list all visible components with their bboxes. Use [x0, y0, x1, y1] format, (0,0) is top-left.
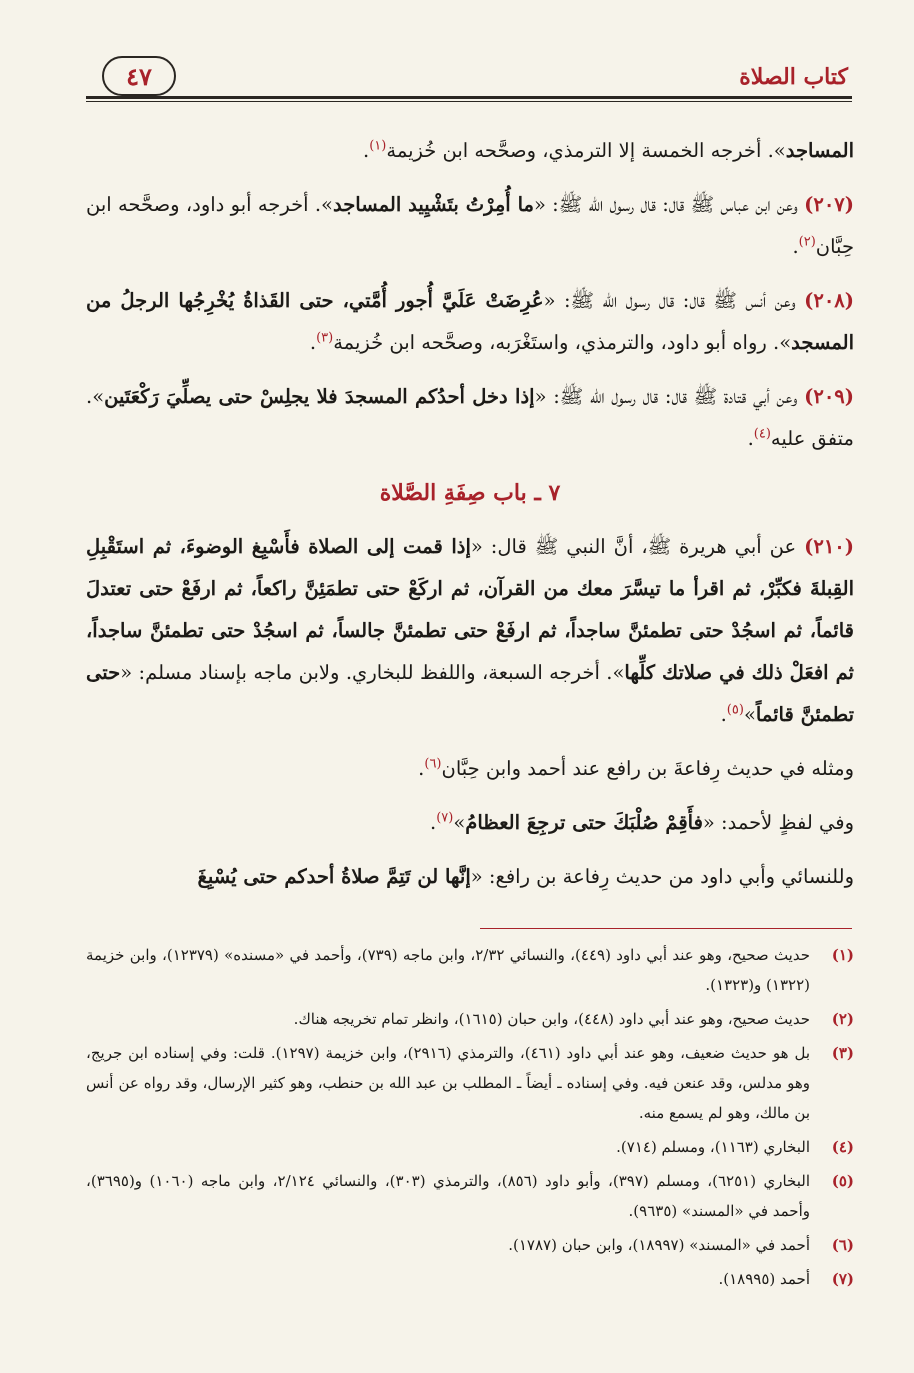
footnote-reference: (٤) — [753, 426, 771, 442]
footnote-number: (٤) — [831, 1138, 854, 1156]
hadith-text: حتى تطمئنَّ قائماً — [86, 661, 854, 726]
footnote-text: بل هو حديث ضعيف، وهو عند أبي داود (٤٦١)، والترمذي (٢٩١٦)، وابن خزيمة (١٢٩٧). قلت: وفي إسناده ابن جريج، وهو مدلس، وقد عنعن فيه. وفي إسناده ـ أيضاً ـ المطلب بن عبد الله بن حنطب، وهو كثير الإرسال، وقد رواه عن أنس بن مالك، وهو لم يسمع منه. — [86, 1044, 811, 1122]
footnote — [86, 1230, 854, 1260]
hadith-text: عُرِضَتْ عَلَيَّ أُجور أُمَّتي، حتى القَذاةُ يُخْرِجُها الرجلُ من المسجد — [86, 289, 854, 354]
paragraph-tail: . — [429, 811, 437, 834]
hadith-text: إذا دخل أحدُكم المسجدَ فلا يجلِسْ حتى يصلِّيَ رَكْعَتَين — [104, 385, 535, 408]
footnote-number: (١) — [831, 946, 854, 964]
paragraph-tail: . — [309, 331, 317, 354]
paragraph-tail: . — [747, 427, 754, 450]
footnote-number: (٦) — [831, 1236, 854, 1254]
footnote-reference: (٧) — [436, 810, 454, 826]
hadith-paragraph — [86, 280, 854, 364]
footnote — [86, 1038, 854, 1128]
footnote-text: حديث صحيح، وهو عند أبي داود (٤٤٨)، وابن حبان (١٦١٥)، وانظر تمام تخريجه هناك. — [293, 1010, 810, 1028]
hadith-text: فأَقِمْ صُلْبَكَ حتى ترجِعَ العظامُ — [465, 811, 703, 834]
footnote-reference: (٥) — [726, 702, 744, 718]
footnote — [86, 1132, 854, 1162]
hadith-paragraph — [86, 856, 854, 898]
paragraph-lead: وعن ابن عباس ﷺ قال: قال رسول الله ﷺ: « — [533, 193, 805, 216]
paragraph-tail: . — [418, 757, 425, 780]
hadith-number: (٢٠٧) — [804, 193, 854, 216]
page-number: ٤٧ — [126, 61, 152, 91]
footnote-reference: (١) — [369, 138, 387, 154]
footnote-text: أحمد في «المسند» (١٨٩٩٧)، وابن حبان (١٧٨٧). — [508, 1236, 810, 1254]
paragraph-text: » — [453, 811, 466, 834]
hadith-number: (٢٠٨) — [804, 289, 854, 312]
footnote — [86, 1004, 854, 1034]
hadith-paragraph — [86, 748, 854, 790]
hadith-paragraph — [86, 376, 854, 460]
footnote — [86, 940, 854, 1000]
paragraph-tail: . — [792, 235, 799, 258]
footnote-number: (٣) — [831, 1044, 854, 1062]
paragraph-lead: وعن أبي قتادة ﷺ قال: قال رسول الله ﷺ: « — [534, 385, 805, 408]
footnote-number: (٥) — [831, 1172, 854, 1190]
paragraph-lead: وفي لفظٍ لأحمد: « — [702, 811, 854, 834]
hadith-paragraph — [86, 526, 854, 736]
hadith-paragraph — [86, 130, 854, 172]
footnote-number: (٢) — [831, 1010, 854, 1028]
footnote-text: البخاري (٦٢٥١)، ومسلم (٣٩٧)، وأبو داود (٨٥٦)، والترمذي (٣٠٣)، والنسائي ٢/١٢٤، وابن ماجه (١٠٦٠) و(٣٦٩٥)، وأحمد في «المسند» (٩٦٣٥). — [86, 1172, 811, 1220]
footnote-number: (٧) — [831, 1270, 854, 1288]
hadith-text: إنَّها لن تَتِمَّ صلاةُ أحدكم حتى يُسْبِغَ — [197, 865, 471, 888]
hadith-paragraph — [86, 184, 854, 268]
header-rule — [86, 96, 852, 99]
footnote-reference: (٢) — [798, 234, 816, 250]
paragraph-lead: وعن أنس ﷺ قال: قال رسول الله ﷺ: « — [543, 289, 805, 312]
main-text — [86, 130, 854, 910]
hadith-number: (٢٠٩) — [804, 385, 854, 408]
paragraph-tail: . — [363, 139, 370, 162]
paragraph-text: ». أخرجه الخمسة إلا الترمذي، وصحَّحه ابن خُزيمة — [386, 139, 786, 162]
hadith-paragraph — [86, 802, 854, 844]
paragraph-text: » — [743, 703, 756, 726]
book-title: كتاب الصلاة — [739, 64, 848, 90]
paragraph-tail: . — [720, 703, 727, 726]
footnote-text: أحمد (١٨٩٩٥). — [718, 1270, 810, 1288]
footnote-separator — [480, 928, 852, 929]
paragraph-text: ». متفق عليه — [86, 385, 854, 450]
footnote-text: حديث صحيح، وهو عند أبي داود (٤٤٩)، والنسائي ٢/٣٢، وابن ماجه (٧٣٩)، وأحمد في «مسنده» (١٢٣٧٩)، وابن خزيمة (١٣٢٢) و(١٣٢٣). — [86, 946, 810, 994]
hadith-number: (٢١٠) — [804, 535, 854, 558]
paragraph-text: ». رواه أبو داود، والترمذي، واستَغْرَبه، وصحَّحه ابن خُزيمة — [333, 331, 792, 354]
paragraph-text: ». أخرجه السبعة، واللفظ للبخاري. ولابن ماجه بإسناد مسلم: « — [120, 661, 625, 684]
footnote — [86, 1264, 854, 1294]
paragraph-lead: عن أبي هريرة ﷺ، أنَّ النبي ﷺ قال: « — [470, 535, 805, 558]
paragraph-lead: وللنسائي وأبي داود من حديث رِفاعة بن رافع: « — [470, 865, 854, 888]
paragraph-lead: ومثله في حديث رِفاعةَ بن رافع عند أحمد وابن حِبَّان — [441, 757, 854, 780]
hadith-text: المساجد — [785, 139, 854, 162]
paragraph-text: ». أخرجه أبو داود، وصحَّحه ابن حِبَّان — [86, 193, 854, 258]
footnotes — [86, 940, 854, 1298]
footnote-reference: (٣) — [316, 330, 334, 346]
page-number-badge — [102, 56, 176, 96]
header-rule-thin — [86, 101, 852, 102]
chapter-heading: ٧ ـ باب صِفَةِ الصَّلاة — [379, 480, 561, 506]
footnote — [86, 1166, 854, 1226]
hadith-text: ما أُمِرْتُ بتَشْيِيد المساجد — [333, 193, 534, 216]
hadith-text: إذا قمت إلى الصلاة فأَسْبِغ الوضوءَ، ثم استَقْبِلِ القِبلةَ فكبِّرْ، ثم اقرأ ما تيسَّرَ معك من القرآن، ثم اركَعْ حتى تطمَئِنَّ راكعاً، ثم ارفَعْ حتى تعتدلَ قائماً، ثم اسجُدْ حتى تطمئنَّ ساجداً، ثم ارفَعْ حتى تطمئنَّ جالساً، ثم اسجُدْ حتى تطمئنَّ ساجداً، ثم افعَلْ ذلك في صلاتك كلِّها — [86, 535, 854, 684]
footnote-reference: (٦) — [424, 756, 442, 772]
footnote-text: البخاري (١١٦٣)، ومسلم (٧١٤). — [616, 1138, 810, 1156]
